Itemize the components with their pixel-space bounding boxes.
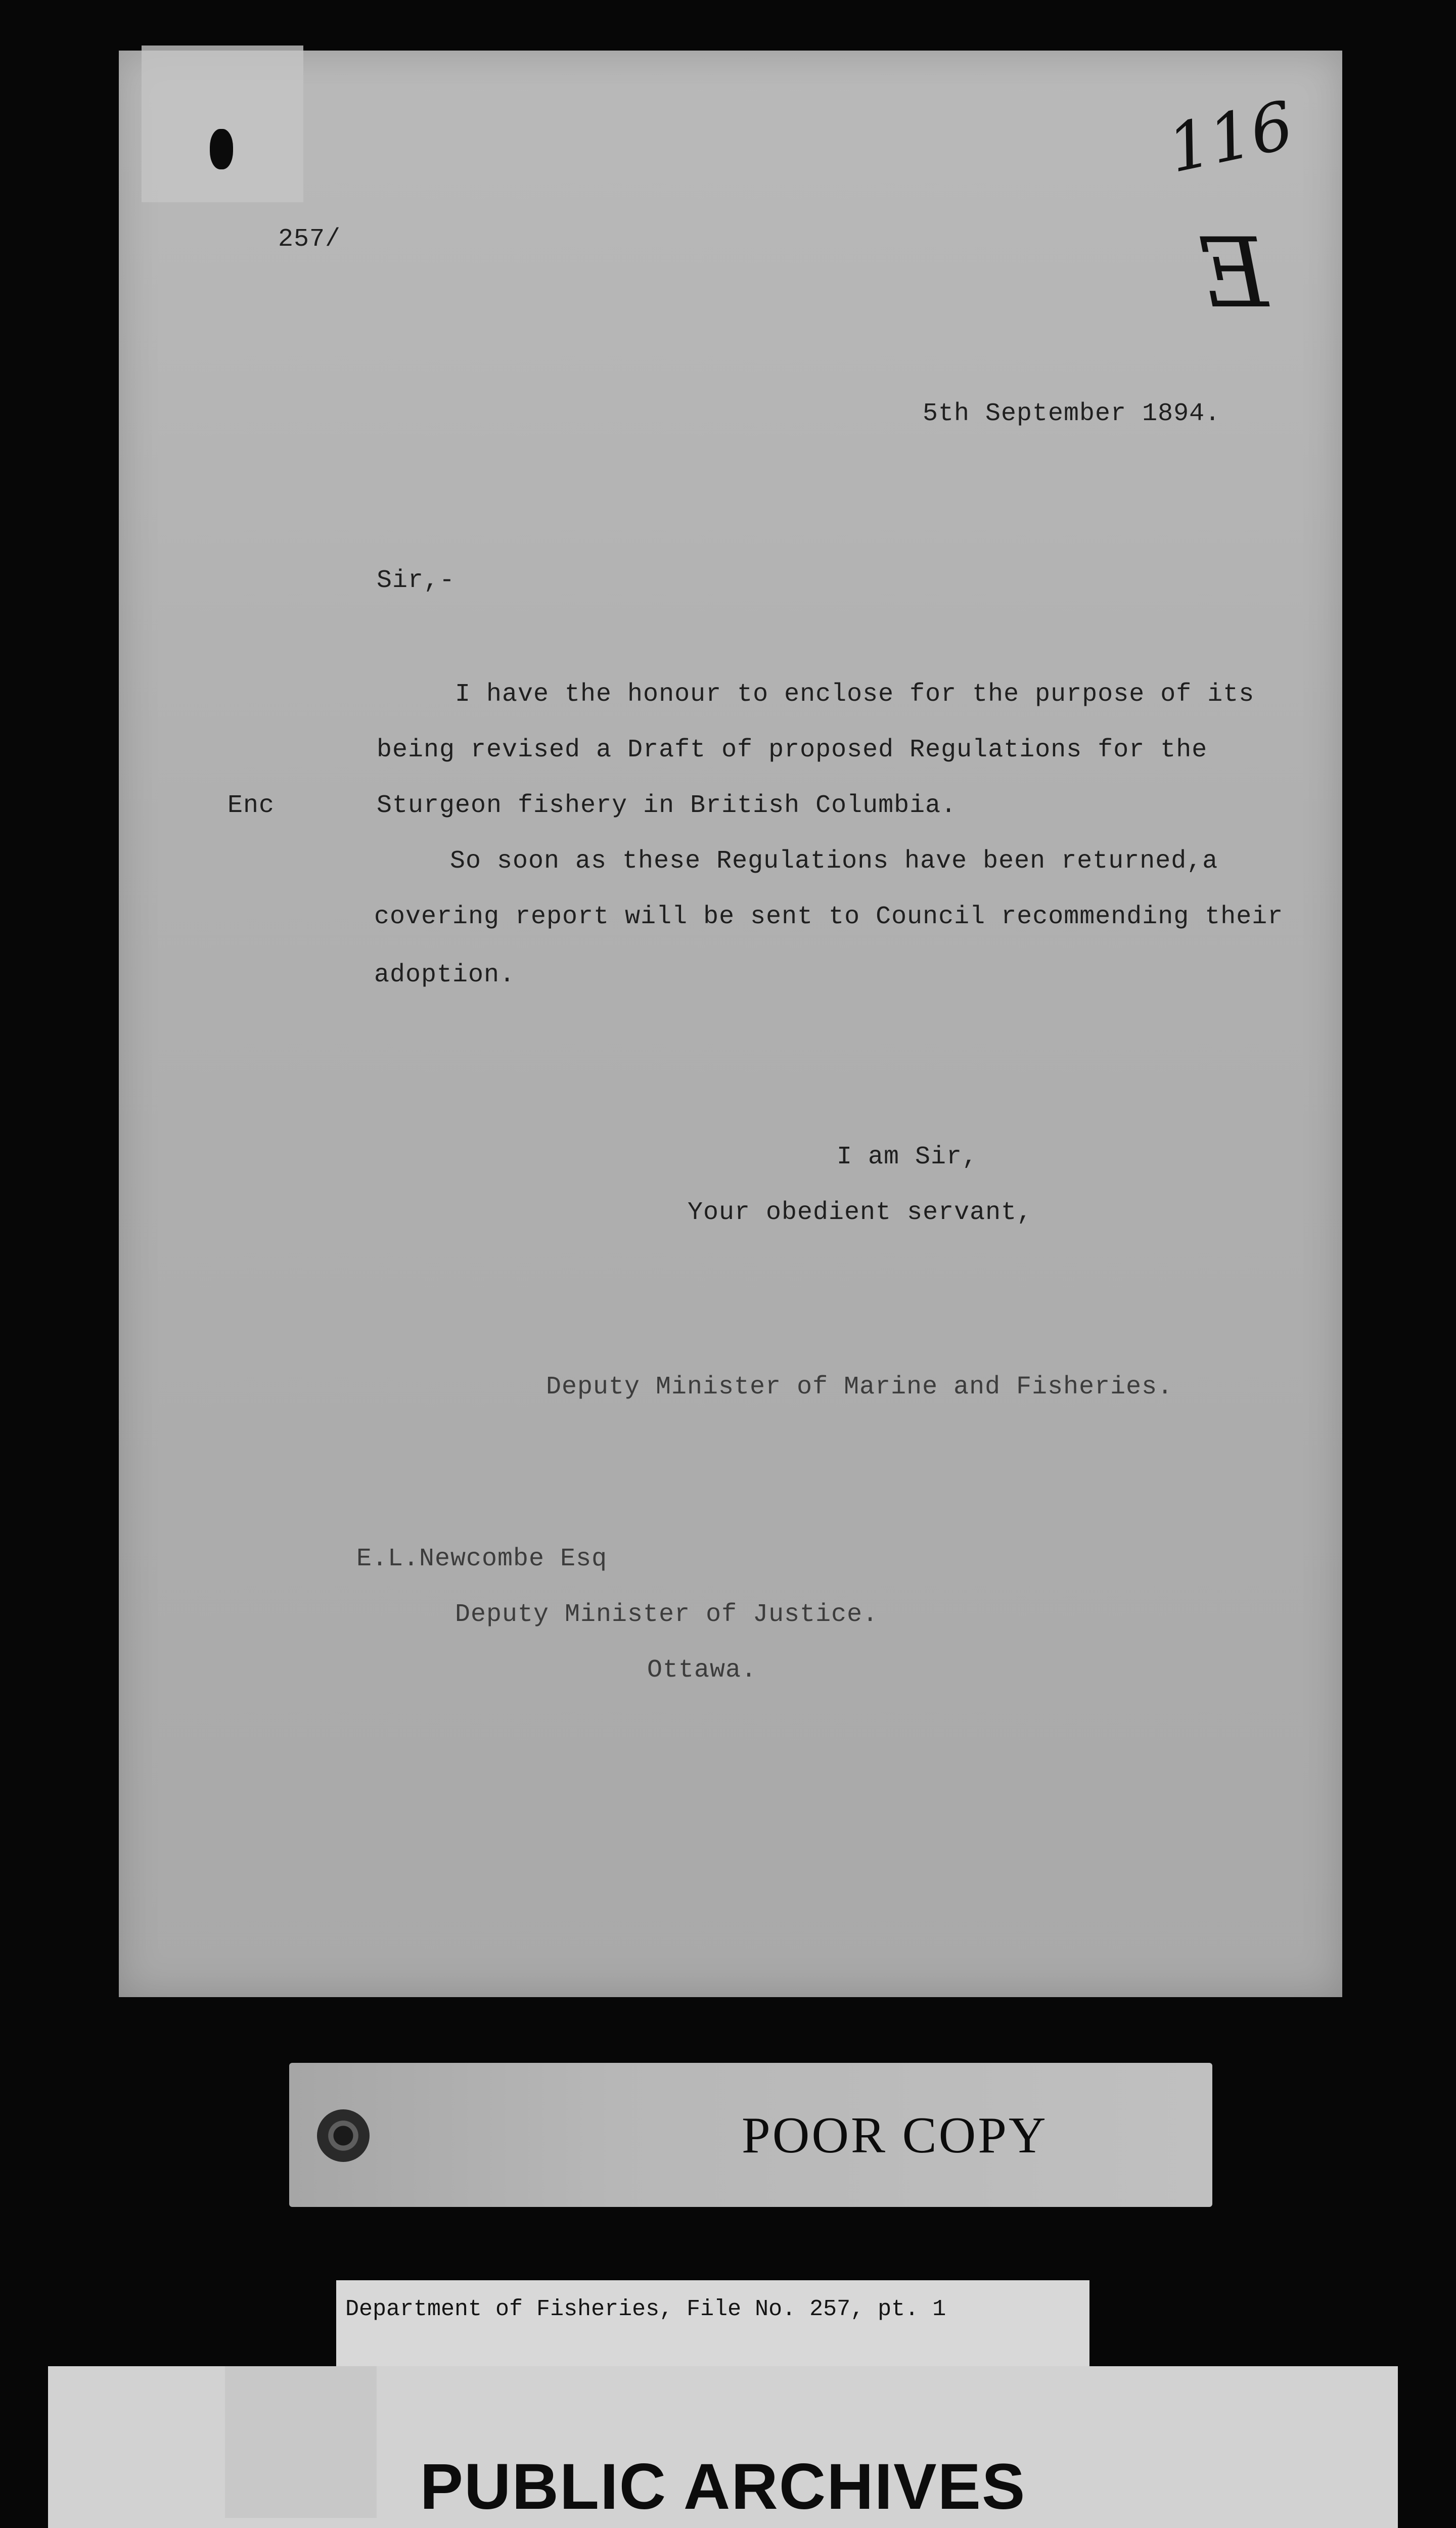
file-mark: 257/ (278, 225, 341, 254)
addressee-title: Deputy Minister of Justice. (455, 1600, 879, 1629)
handwritten-mark: E (1198, 217, 1268, 329)
body-line-1: I have the honour to enclose for the purpose of its (455, 680, 1255, 709)
reference-slip (336, 2280, 1089, 2369)
letter-page (119, 51, 1342, 1997)
letter-date: 5th September 1894. (923, 399, 1221, 428)
margin-note: Enc (228, 791, 275, 820)
archives-stamp (48, 2366, 1398, 2528)
body-line-6: adoption. (374, 961, 516, 989)
signature-title: Deputy Minister of Marine and Fisheries. (546, 1373, 1173, 1402)
body-line-3: Sturgeon fishery in British Columbia. (377, 791, 957, 820)
closing-line-2: Your obedient servant, (688, 1198, 1033, 1227)
body-line-2: being revised a Draft of proposed Regulations for the (377, 736, 1208, 764)
body-line-4: So soon as these Regulations have been returned,a (450, 847, 1218, 876)
closing-line-1: I am Sir, (837, 1143, 978, 1171)
paper-tab (142, 46, 303, 202)
archives-line-1: PUBLIC ARCHIVES (420, 2451, 1026, 2523)
grommet (317, 2109, 370, 2162)
poor-copy-label (289, 2063, 1212, 2207)
salutation: Sir,- (377, 566, 456, 595)
poor-copy-text: POOR COPY (742, 2107, 1048, 2164)
body-line-5: covering report will be sent to Council recommending their (374, 902, 1284, 931)
addressee-city: Ottawa. (647, 1656, 757, 1685)
handwritten-number: 116 (1161, 86, 1300, 188)
addressee-name: E.L.Newcombe Esq (356, 1545, 608, 1573)
punch-hole (210, 129, 233, 169)
reference-text: Department of Fisheries, File No. 257, pt. 1 (345, 2296, 946, 2322)
